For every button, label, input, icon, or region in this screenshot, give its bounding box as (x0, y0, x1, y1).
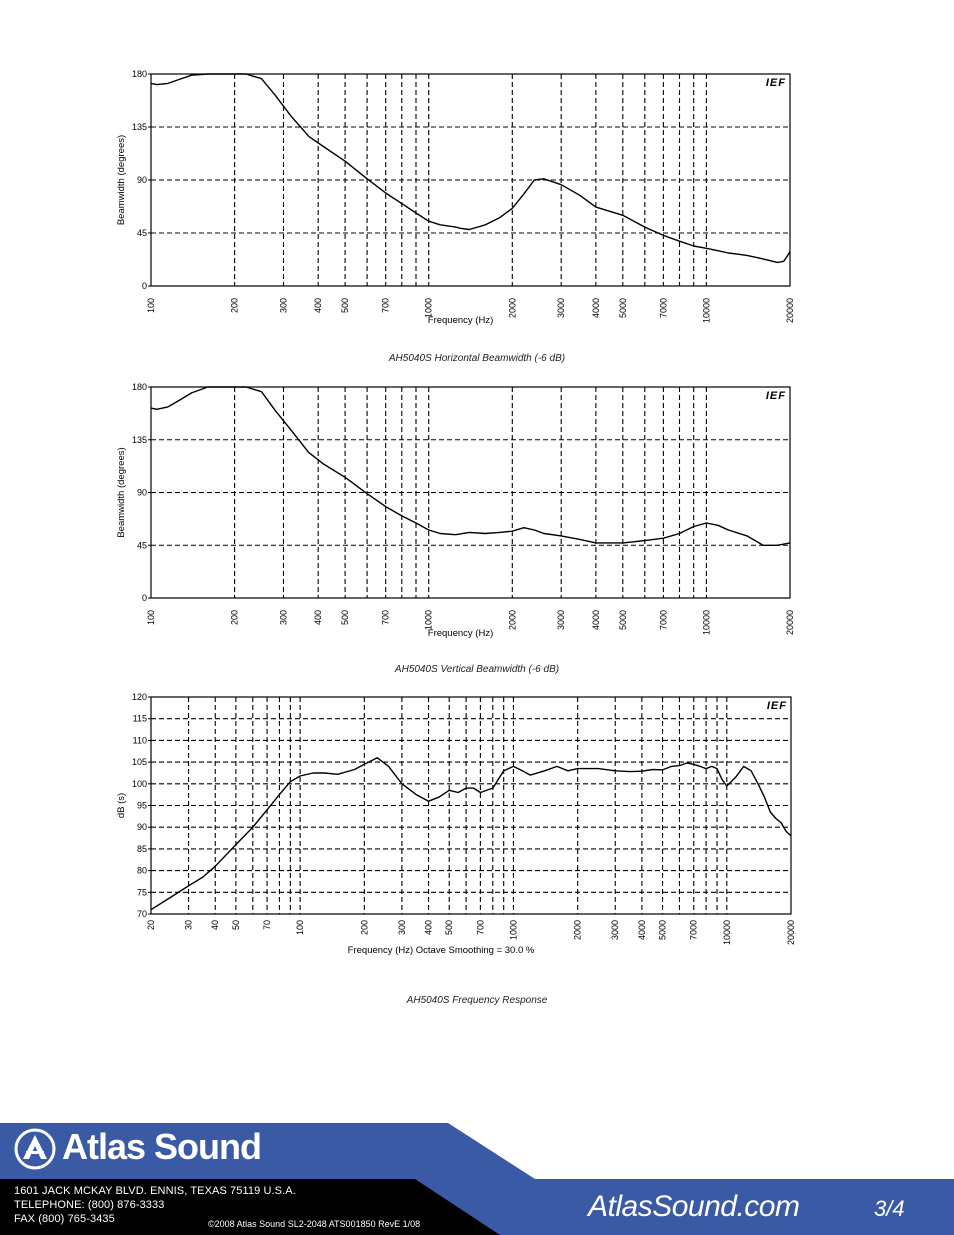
x-tick-label: 3000 (556, 610, 567, 631)
x-tick-label: 4000 (590, 298, 601, 319)
y-axis-label: Beamwidth (degrees) (116, 447, 127, 538)
x-tick-label: 700 (380, 298, 391, 314)
x-tick-label: 500 (340, 610, 351, 626)
x-tick-label: 500 (444, 920, 455, 936)
y-tick-label: 115 (132, 713, 147, 724)
x-tick-label: 20000 (785, 610, 795, 636)
y-tick-label: 0 (141, 593, 147, 603)
x-tick-label: 200 (229, 610, 240, 626)
y-tick-label: 85 (136, 843, 147, 854)
y-tick-label: 90 (136, 487, 147, 498)
x-tick-label: 70 (262, 920, 273, 931)
y-tick-label: 80 (136, 865, 147, 876)
y-axis-label: Beamwidth (degrees) (116, 134, 127, 226)
x-tick-label: 300 (278, 298, 289, 314)
x-tick-label: 4000 (590, 610, 601, 631)
y-tick-label: 75 (136, 887, 147, 898)
x-tick-label: 40 (210, 920, 221, 931)
y-tick-label: 45 (136, 540, 147, 551)
y-tick-label: 105 (131, 757, 147, 768)
series-line (151, 758, 791, 910)
y-tick-label: 135 (131, 122, 147, 132)
x-tick-label: 30 (183, 920, 194, 931)
x-tick-label: 700 (380, 610, 391, 626)
y-axis-label: dB (s) (116, 792, 127, 819)
x-tick-label: 5000 (657, 920, 668, 941)
x-tick-label: 3000 (556, 298, 567, 319)
x-tick-label: 20 (146, 920, 156, 931)
page-number: 3/4 (874, 1196, 905, 1221)
x-tick-label: 20000 (785, 298, 795, 324)
y-tick-label: 180 (131, 69, 147, 79)
y-tick-label: 70 (136, 909, 147, 919)
y-tick-label: 0 (141, 281, 147, 291)
y-tick-label: 110 (132, 735, 147, 746)
x-axis-label: Frequency (Hz) (427, 315, 494, 326)
x-tick-label: 200 (359, 920, 370, 936)
horizontal-beamwidth-caption: AH5040S Horizontal Beamwidth (-6 dB) (388, 353, 566, 364)
copyright-text: ©2008 Atlas Sound SL2-2048 ATS001850 RevE 1/08 (208, 1219, 421, 1229)
ief-logo-icon: IEF (765, 390, 786, 402)
x-tick-label: 7000 (688, 920, 699, 941)
y-tick-label: 90 (136, 822, 147, 833)
x-tick-label: 4000 (636, 920, 647, 941)
x-tick-label: 1000 (423, 298, 434, 319)
x-tick-label: 100 (295, 920, 306, 936)
x-tick-label: 1000 (508, 920, 519, 941)
x-tick-label: 500 (340, 298, 351, 314)
y-tick-label: 120 (131, 692, 147, 702)
x-tick-label: 5000 (617, 610, 628, 631)
x-tick-label: 10000 (701, 610, 712, 636)
x-tick-label: 400 (423, 920, 434, 936)
y-tick-label: 90 (136, 175, 147, 185)
x-tick-label: 10000 (701, 298, 712, 324)
x-axis-label: Frequency (Hz) (427, 628, 494, 639)
x-tick-label: 7000 (658, 610, 669, 631)
x-tick-label: 1000 (423, 610, 434, 631)
frequency-response-caption: AH5040S Frequency Response (406, 995, 548, 1006)
x-tick-label: 2000 (507, 298, 518, 319)
y-tick-label: 100 (131, 778, 147, 789)
brand-name: Atlas Sound (62, 1126, 262, 1167)
address-line-3: FAX (800) 765-3435 (14, 1213, 115, 1225)
website-link[interactable]: AtlasSound.com (588, 1190, 800, 1223)
x-tick-label: 2000 (572, 920, 583, 941)
x-tick-label: 700 (475, 920, 486, 936)
x-axis-label: Frequency (Hz) Octave Smoothing = 30.0 % (347, 945, 535, 956)
x-tick-label: 7000 (658, 298, 669, 319)
x-tick-label: 5000 (617, 298, 628, 319)
x-tick-label: 3000 (610, 920, 621, 941)
x-tick-label: 10000 (721, 920, 732, 946)
y-tick-label: 45 (136, 228, 147, 238)
address-line-1: 1601 JACK MCKAY BLVD. ENNIS, TEXAS 75119 U.S.A. (14, 1185, 296, 1197)
x-tick-label: 200 (229, 298, 240, 314)
x-tick-label: 50 (230, 920, 241, 931)
x-tick-label: 300 (278, 610, 289, 626)
x-tick-label: 100 (146, 298, 156, 314)
y-tick-label: 180 (131, 382, 147, 392)
ief-logo-icon: IEF (765, 77, 786, 89)
y-tick-label: 135 (131, 434, 147, 445)
x-tick-label: 400 (313, 610, 324, 626)
address-line-2: TELEPHONE: (800) 876-3333 (14, 1199, 165, 1211)
x-tick-label: 20000 (786, 920, 796, 946)
ief-logo-icon: IEF (766, 700, 787, 712)
x-tick-label: 2000 (507, 610, 518, 631)
y-tick-label: 95 (136, 800, 147, 811)
x-tick-label: 400 (313, 298, 324, 314)
x-tick-label: 300 (396, 920, 407, 936)
x-tick-label: 100 (146, 610, 156, 626)
vertical-beamwidth-caption: AH5040S Vertical Beamwidth (-6 dB) (394, 664, 560, 675)
